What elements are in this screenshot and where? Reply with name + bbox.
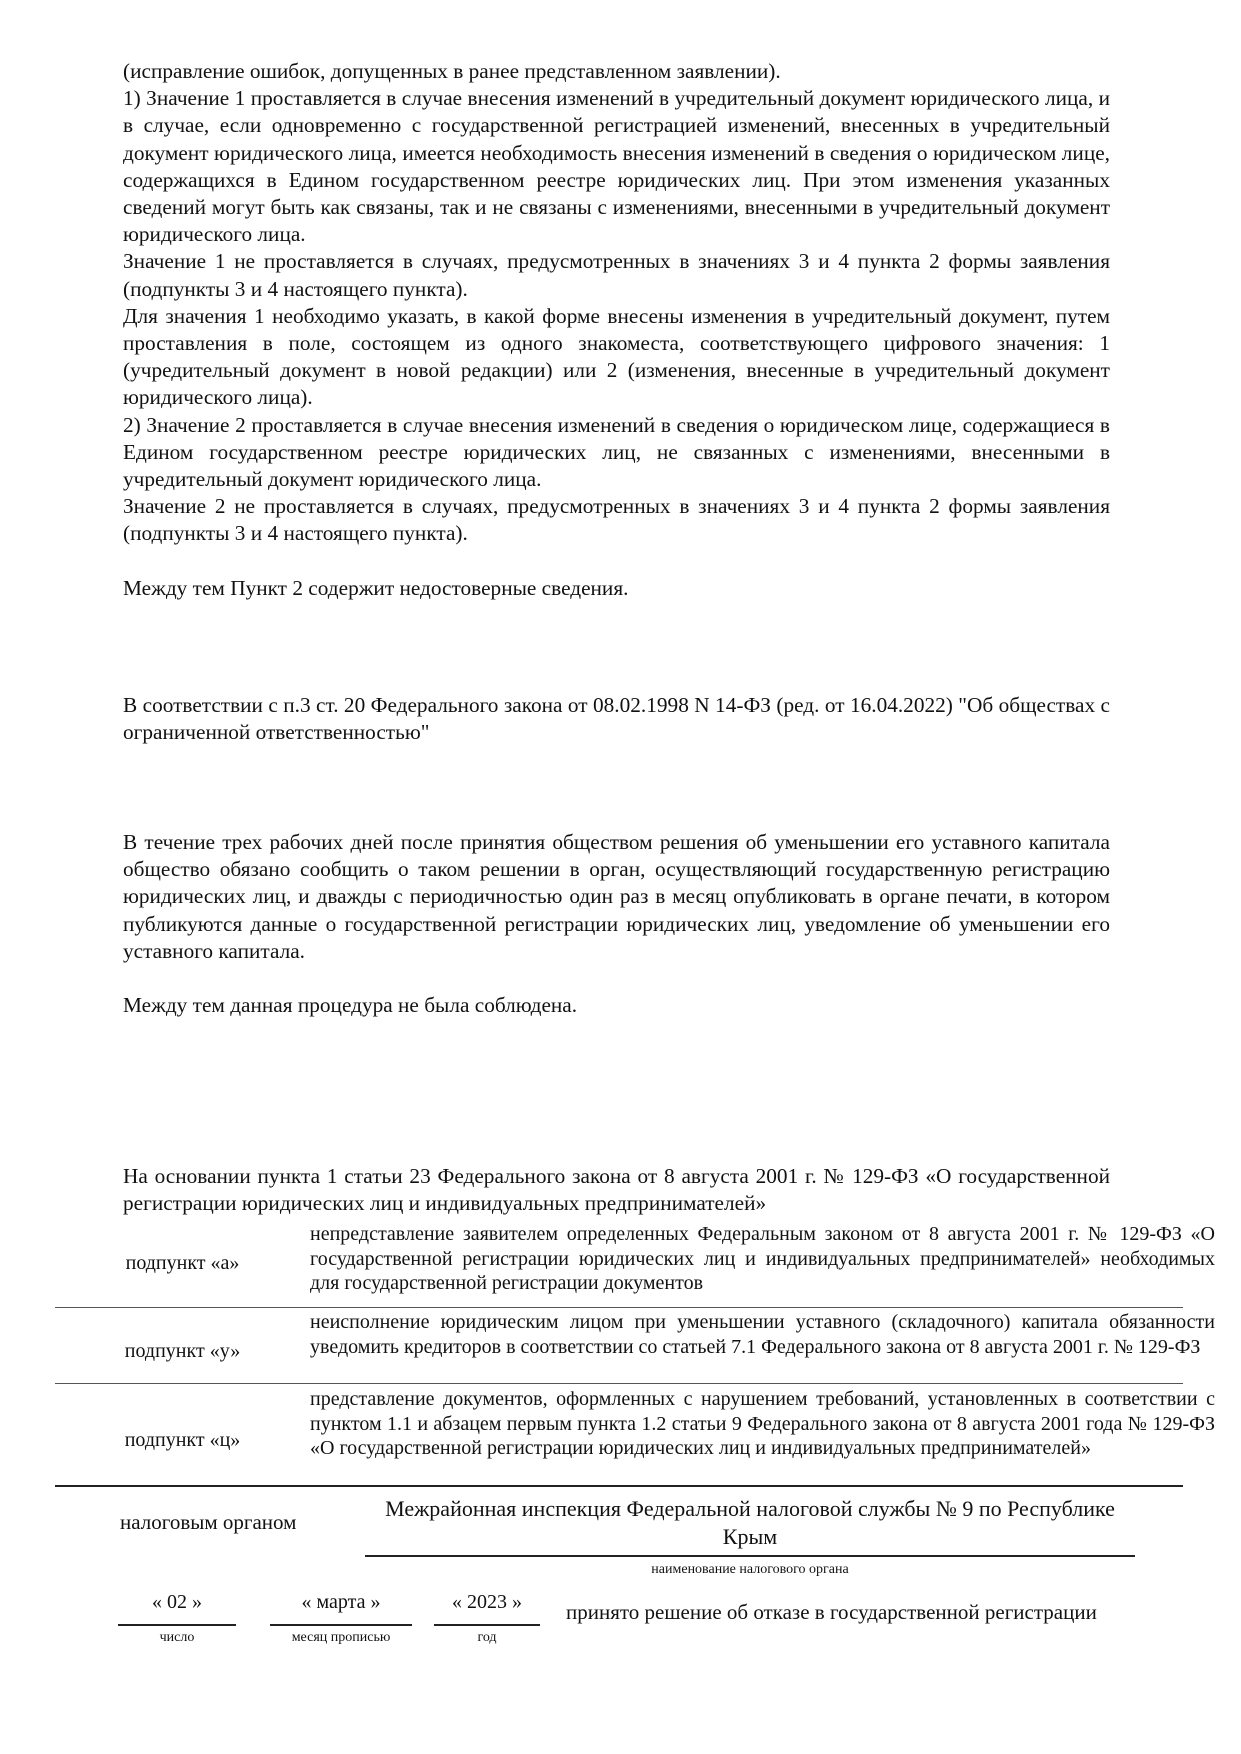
ground-text: представление документов, оформленных с нарушением требований, установленных в соответствии с пунктом 1.1 и абзацем первым пункта 1.2 статьи 9 Федерального закона от 8 августа 2001 года № 129-ФЗ «О государственной регистрации юридических лиц и индивидуальных предпринимателей»	[310, 1388, 1215, 1460]
basis-text: На основании пункта 1 статьи 23 Федерального закона от 8 августа 2001 г. № 129-ФЗ «О государственной регистрации юридических лиц и индивидуальных предпринимателей»	[123, 1164, 1110, 1216]
ground-label: подпункт «а»	[125, 1252, 240, 1274]
tax-authority-underline	[365, 1555, 1135, 1557]
ground-label: подпункт «у»	[124, 1340, 241, 1362]
paragraph: (исправление ошибок, допущенных в ранее представленном заявлении).	[123, 59, 781, 83]
law-reference-block	[123, 692, 1110, 746]
date-day-caption: число	[159, 1630, 195, 1645]
basis-block	[123, 1163, 1110, 1217]
date-year: « 2023 »	[452, 1591, 522, 1613]
procedure-conclusion: Между тем данная процедура не была соблюдена.	[123, 993, 578, 1018]
tax-authority-caption: наименование налогового органа	[651, 1562, 849, 1577]
procedure-block	[123, 829, 1110, 1019]
ground-label: подпункт «ц»	[124, 1429, 241, 1451]
decision-text: принято решение об отказе в государственной регистрации	[566, 1600, 1097, 1624]
law-reference: В соответствии с п.3 ст. 20 Федерального закона от 08.02.1998 N 14-ФЗ (ред. от 16.04.2022) "Об обществах с ограниченной ответственностью"	[123, 693, 1110, 745]
instructions-block	[123, 58, 1110, 602]
date-year-underline	[434, 1624, 540, 1626]
paragraph: Значение 1 не проставляется в случаях, предусмотренных в значениях 3 и 4 пункта 2 формы заявления (подпункты 3 и 4 настоящего пункта).	[123, 249, 1110, 301]
tax-authority-name: Межрайонная инспекция Федеральной налоговой службы № 9 по Республике Крым	[385, 1496, 1115, 1549]
procedure-text: В течение трех рабочих дней после принятия обществом решения об уменьшении его уставного капитала общество обязано сообщить о таком решении в орган, осуществляющий государственную регистрацию юридических лиц, и дважды с периодичностью один раз в месяц опубликовать в органе печати, в котором публикуются данные о государственной регистрации юридических лиц, уведомление об уменьшении его уставного капитала.	[123, 830, 1110, 963]
table-divider	[55, 1383, 1183, 1384]
date-day-underline	[118, 1624, 236, 1626]
table-bottom-border	[55, 1485, 1183, 1487]
finding-paragraph: Между тем Пункт 2 содержит недостоверные сведения.	[123, 575, 629, 600]
ground-row	[55, 1385, 1215, 1485]
paragraph: Значение 2 не проставляется в случаях, предусмотренных в значениях 3 и 4 пункта 2 формы заявления (подпункты 3 и 4 настоящего пункта).	[123, 494, 1110, 546]
paragraph: 1) Значение 1 проставляется в случае внесения изменений в учредительный документ юридического лица, и в случае, если одновременно с государственной регистрацией изменений, внесенных в учредительный документ юридического лица, имеется необходимость внесения изменений в сведения о юридическом лице, содержащихся в Едином государственном реестре юридических лиц. При этом изменения указанных сведений могут быть как связаны, так и не связаны с изменениями, внесенными в учредительный документ юридического лица.	[123, 86, 1110, 247]
date-day: « 02 »	[152, 1591, 202, 1613]
date-month-caption: месяц прописью	[291, 1630, 391, 1645]
date-month-underline	[270, 1624, 412, 1626]
paragraph: Для значения 1 необходимо указать, в какой форме внесены изменения в учредительный документ, путем проставления в поле, состоящем из одного знакоместа, соответствующего цифрового значения: 1 (учредительный документ в новой редакции) или 2 (изменения, внесенные в учредительный документ юридического лица).	[123, 303, 1110, 410]
paragraph: 2) Значение 2 проставляется в случае внесения изменений в сведения о юридическом лице, содержащиеся в Едином государственном реестре юридических лиц, не связанных с изменениями, внесенными в учредительный документ юридического лица.	[123, 412, 1110, 492]
ground-row	[55, 1220, 1215, 1308]
date-month: « марта »	[301, 1591, 381, 1613]
ground-text: неисполнение юридическим лицом при уменьшении уставного (складочного) капитала обязанности уведомить кредиторов в соответствии со статьей 7.1 Федерального закона от 8 августа 2001 г. № 129-ФЗ	[310, 1311, 1215, 1358]
table-divider	[55, 1307, 1183, 1308]
tax-authority-label: налоговым органом	[120, 1510, 297, 1534]
date-year-caption: год	[477, 1630, 497, 1645]
ground-text: непредставление заявителем определенных Федеральным законом от 8 августа 2001 г. № 129-ФЗ «О государственной регистрации юридических лиц и индивидуальных предпринимателей» необходимых для государственной регистрации документов	[310, 1223, 1215, 1295]
